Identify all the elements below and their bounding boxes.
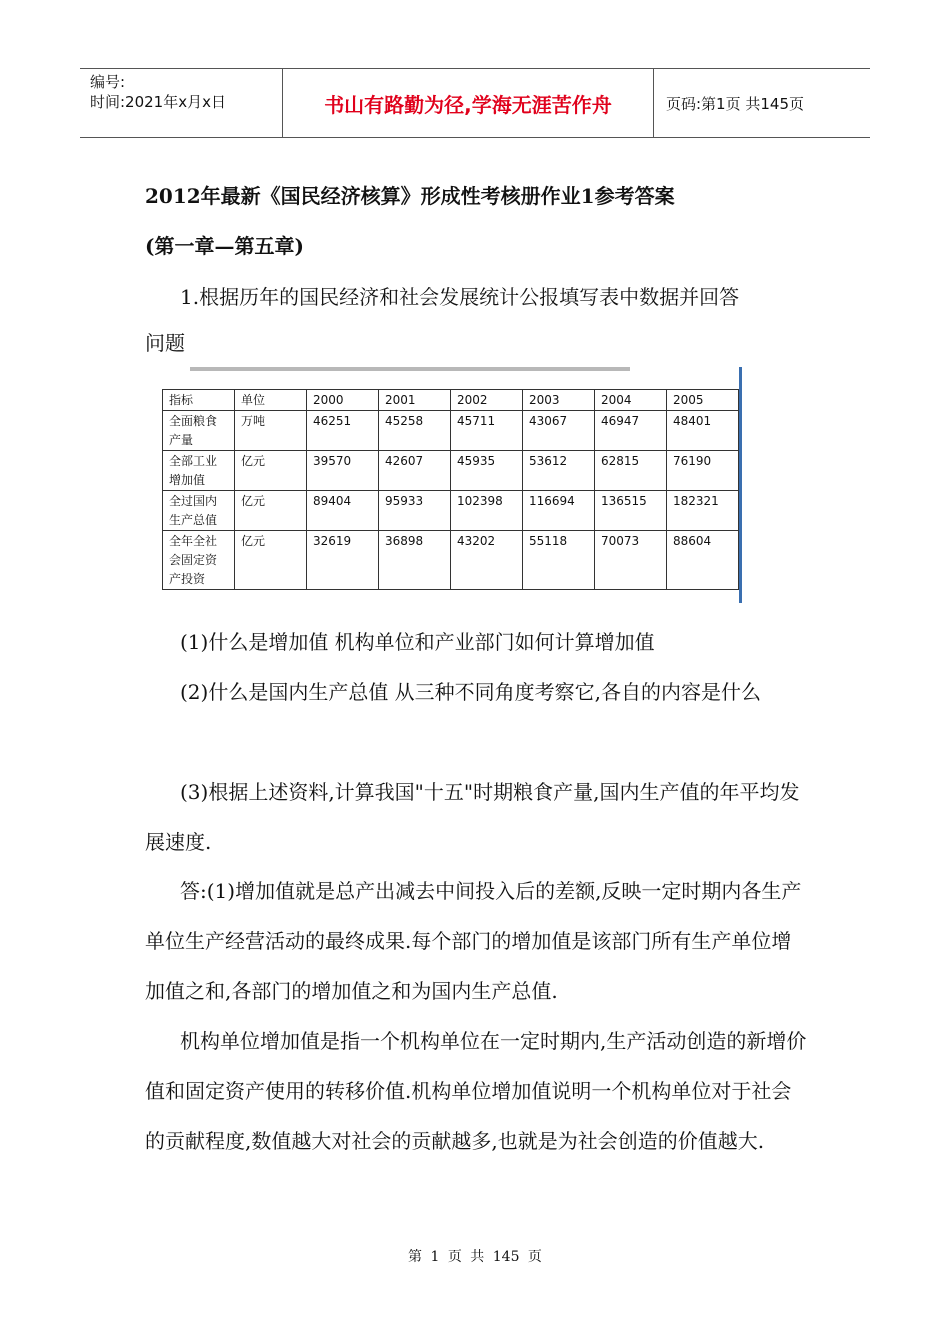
table-cell-value: 46947 [595, 411, 667, 451]
answer-1: 答:(1)增加值就是总产出减去中间投入后的差额,反映一定时期内各生产单位生产经营活动的最终成果.每个部门的增加值是该部门所有生产单位增加值之和,各部门的增加值之和为国内生产总值. [145, 879, 802, 1003]
doc-time-label: 时间:2021年x月x日 [90, 93, 226, 111]
document-title: 2012年最新《国民经济核算》形成性考核册作业1参考答案 [145, 184, 675, 208]
table-cell-value: 48401 [667, 411, 739, 451]
table-cell-value: 45258 [379, 411, 451, 451]
question-1: (1)什么是增加值 机构单位和产业部门如何计算增加值 [180, 630, 655, 654]
table-cell-value: 95933 [379, 491, 451, 531]
indicator-line: 全过国内 [169, 494, 218, 508]
table-cell-unit: 亿元 [235, 451, 307, 491]
table-cell-value: 43067 [523, 411, 595, 451]
data-table-image [160, 367, 742, 603]
indicator-line: 产投资 [169, 572, 206, 586]
indicator-line: 会固定资 [169, 553, 218, 567]
page-footer: 第 1 页 共 145 页 [408, 1249, 542, 1265]
table-header-cell: 2000 [307, 390, 379, 411]
table-cell-value: 43202 [451, 531, 523, 590]
header-page-info: 页码:第1页 共145页 [666, 94, 804, 113]
indicator-line: 全面粮食 [169, 414, 218, 428]
answer-2: 机构单位增加值是指一个机构单位在一定时期内,生产活动创造的新增价值和固定资产使用的转移价值.机构单位增加值说明一个机构单位对于社会的贡献程度,数值越大对社会的贡献越多,也就是为社会创造的价值越大. [145, 1029, 807, 1153]
indicator-line: 全部工业 [169, 454, 218, 468]
table-cell-value: 36898 [379, 531, 451, 590]
doc-number-label: 编号: [90, 73, 126, 91]
table-cell-value: 88604 [667, 531, 739, 590]
table-cell-value: 89404 [307, 491, 379, 531]
table-header-cell: 2002 [451, 390, 523, 411]
table-right-border [739, 367, 742, 603]
table-cell-indicator [163, 491, 235, 531]
table-row [163, 411, 739, 451]
table-cell-indicator [163, 451, 235, 491]
table-cell-value: 116694 [523, 491, 595, 531]
table-header-cell: 指标 [163, 390, 235, 411]
table-top-artifact [190, 367, 630, 371]
table-cell-value: 182321 [667, 491, 739, 531]
table-cell-indicator [163, 531, 235, 590]
question-2: (2)什么是国内生产总值 从三种不同角度考察它,各自的内容是什么 [180, 680, 762, 704]
question-intro-line2: 问题 [145, 331, 185, 355]
table-cell-value: 42607 [379, 451, 451, 491]
indicator-line: 全年全社 [169, 534, 218, 548]
table-cell-value: 45711 [451, 411, 523, 451]
table-row [163, 531, 739, 590]
table-cell-value: 45935 [451, 451, 523, 491]
table-cell-value: 32619 [307, 531, 379, 590]
indicator-line: 生产总值 [169, 513, 218, 527]
table-header-row [163, 390, 739, 411]
question-intro-line1: 1.根据历年的国民经济和社会发展统计公报填写表中数据并回答 [180, 285, 740, 309]
table-cell-unit: 万吨 [235, 411, 307, 451]
table-cell-value: 55118 [523, 531, 595, 590]
table-header-cell: 2004 [595, 390, 667, 411]
table-header-cell: 2003 [523, 390, 595, 411]
table-cell-value: 76190 [667, 451, 739, 491]
table-cell-value: 53612 [523, 451, 595, 491]
page-header [80, 68, 870, 138]
table-cell-value: 102398 [451, 491, 523, 531]
table-cell-value: 46251 [307, 411, 379, 451]
table-cell-value: 70073 [595, 531, 667, 590]
table-header-cell: 单位 [235, 390, 307, 411]
table-cell-value: 136515 [595, 491, 667, 531]
table-cell-indicator [163, 411, 235, 451]
table-header-cell: 2001 [379, 390, 451, 411]
table-cell-value: 39570 [307, 451, 379, 491]
table-row [163, 491, 739, 531]
indicator-line: 产量 [169, 433, 194, 447]
header-motto: 书山有路勤为径,学海无涯苦作舟 [282, 69, 654, 137]
statistics-table [162, 389, 739, 590]
question-3: (3)根据上述资料,计算我国"十五"时期粮食产量,国内生产值的年平均发展速度. [145, 780, 800, 854]
header-meta [80, 69, 282, 137]
indicator-line: 增加值 [169, 473, 206, 487]
table-cell-unit: 亿元 [235, 531, 307, 590]
table-cell-unit: 亿元 [235, 491, 307, 531]
table-cell-value: 62815 [595, 451, 667, 491]
document-subtitle: (第一章—第五章) [145, 234, 304, 258]
table-header-cell: 2005 [667, 390, 739, 411]
table-row [163, 451, 739, 491]
